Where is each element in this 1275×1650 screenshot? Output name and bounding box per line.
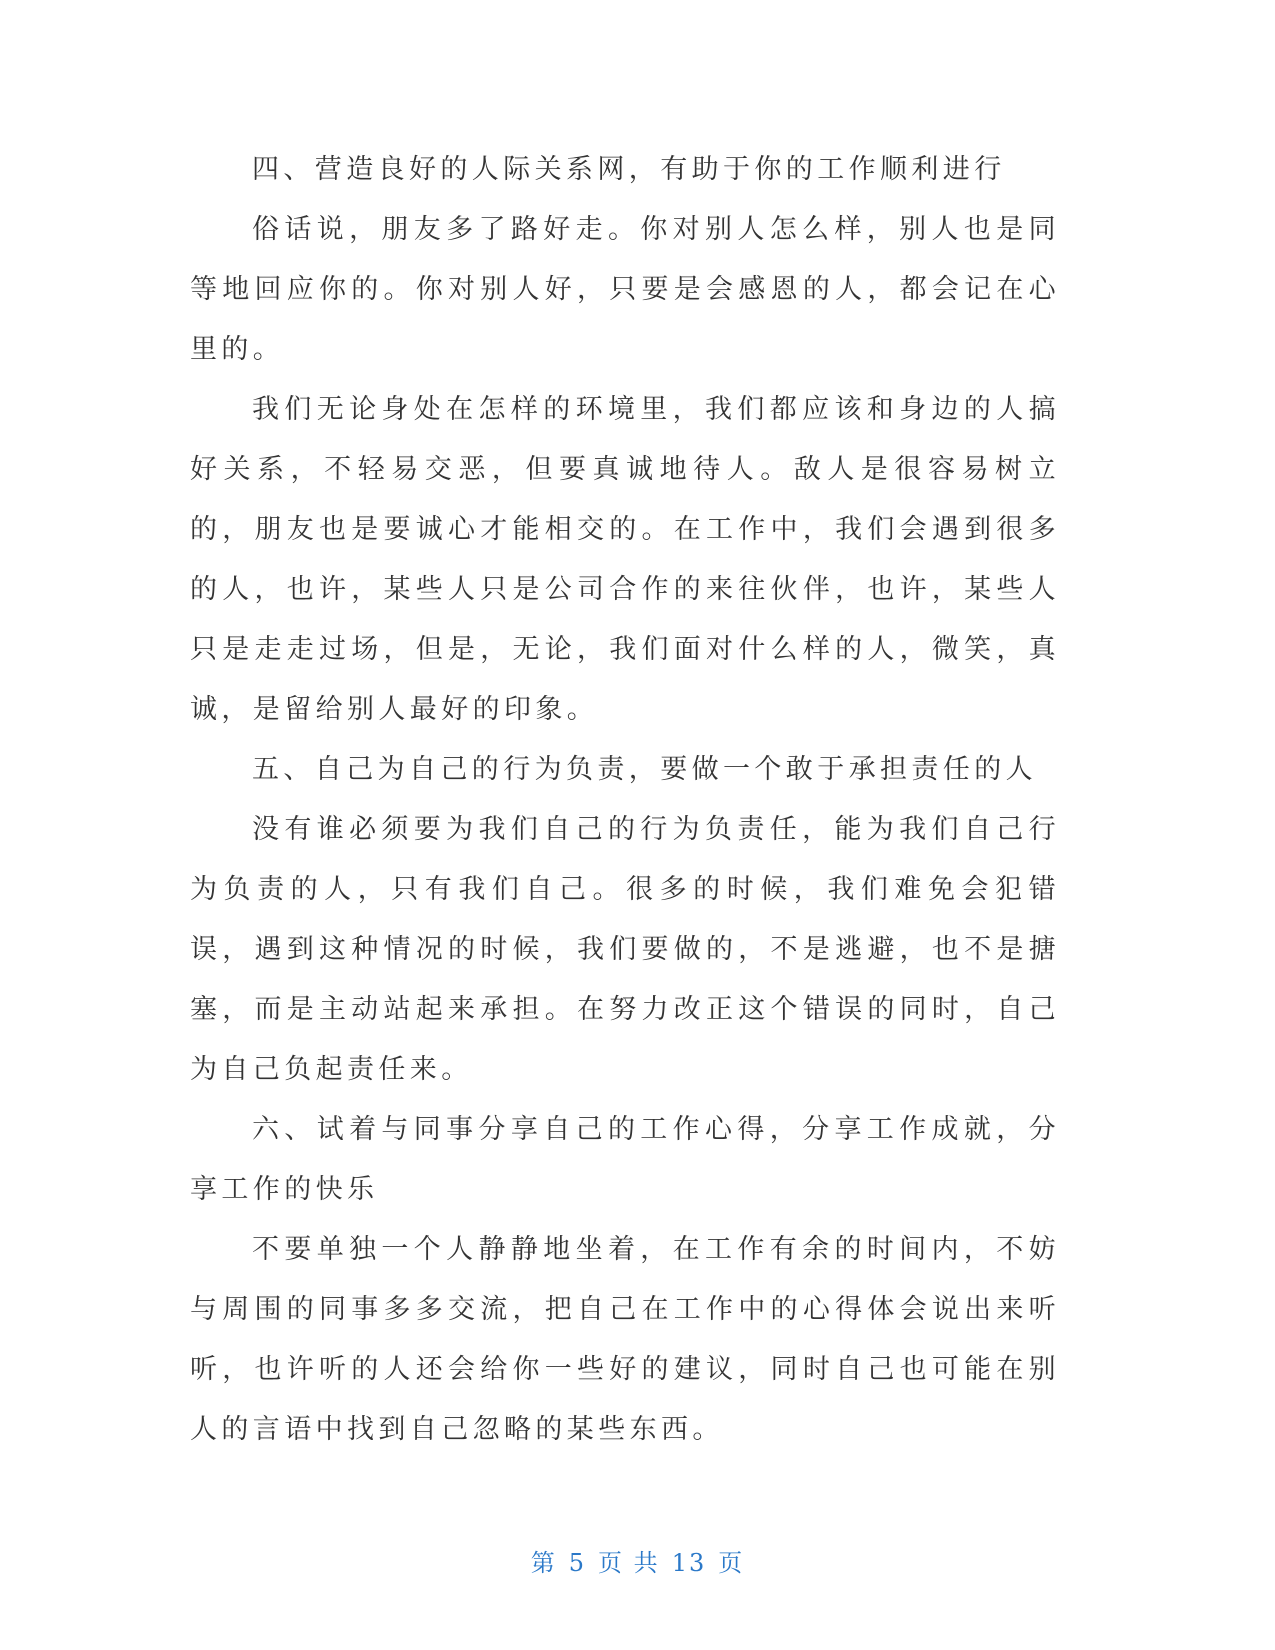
heading-section-five: 五、自己为自己的行为负责，要做一个敢于承担责任的人 [252,754,1037,785]
heading-section-six: 六、试着与同事分享自己的工作心得，分享工作成就，分享工作的快乐 [190,1114,1060,1205]
heading-section-four: 四、营造良好的人际关系网，有助于你的工作顺利进行 [252,154,1006,185]
footer-suffix: 页 [718,1549,745,1577]
paragraph-relationships: 我们无论身处在怎样的环境里，我们都应该和身边的人搞好关系，不轻易交恶，但要真诚地待人。敌人是很容易树立的，朋友也是要诚心才能相交的。在工作中，我们会遇到很多的人，也许，某些人只是公司合作的来往伙伴，也许，某些人只是走走过场，但是，无论，我们面对什么样的人，微笑，真诚，是留给别人最好的印象。 [190,394,1060,725]
paragraph-proverb: 俗话说，朋友多了路好走。你对别人怎么样，别人也是同等地回应你的。你对别人好，只要是会感恩的人，都会记在心里的。 [190,214,1060,365]
footer-mid: 页 共 [598,1549,660,1577]
footer-total-pages: 13 [671,1549,707,1577]
page-footer [0,1543,1275,1578]
document-page [190,140,1060,1460]
footer-current-page: 5 [568,1549,587,1577]
paragraph-sharing: 不要单独一个人静静地坐着，在工作有余的时间内，不妨与周围的同事多多交流，把自己在工作中的心得体会说出来听听，也许听的人还会给你一些好的建议，同时自己也可能在别人的言语中找到自己忽略的某些东西。 [190,1234,1060,1445]
footer-prefix: 第 [530,1549,557,1577]
paragraph-responsibility: 没有谁必须要为我们自己的行为负责任，能为我们自己行为负责的人，只有我们自己。很多的时候，我们难免会犯错误，遇到这种情况的时候，我们要做的，不是逃避，也不是搪塞，而是主动站起来承担。在努力改正这个错误的同时，自己为自己负起责任来。 [190,814,1060,1085]
